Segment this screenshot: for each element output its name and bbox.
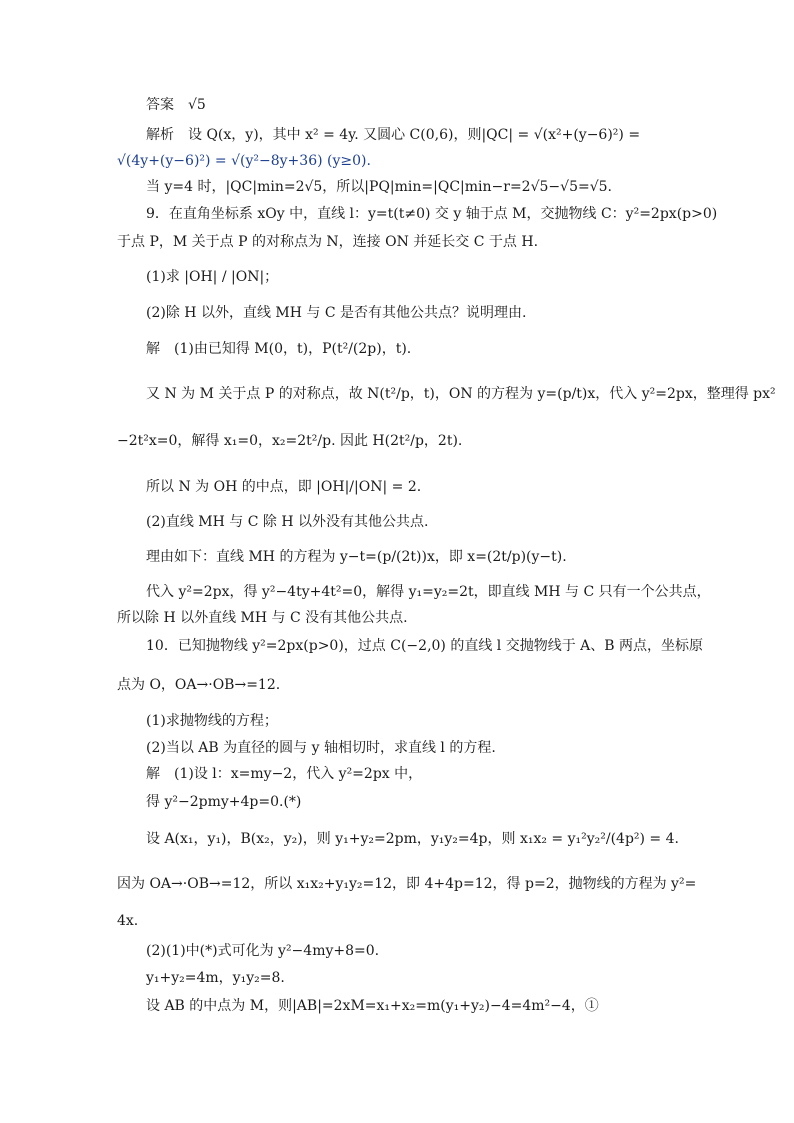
problem-10-solution-1: 解 (1)设 l：x=my−2，代入 y²=2px 中， xyxy=(146,766,423,782)
problem-9-solution-7: 代入 y²=2px，得 y²−4ty+4t²=0，解得 y₁=y₂=2t，即直线 MH 与 C 只有一个公共点， xyxy=(146,584,711,600)
problem-9-part-2: (2)除 H 以外，直线 MH 与 C 是否有其他公共点？说明理由. xyxy=(146,305,527,321)
problem-9-solution-2: 又 N 为 M 关于点 P 的对称点，故 N(t²/p，t)，ON 的方程为 y=(p/t)x，代入 y²=2px，整理得 px² xyxy=(146,386,776,402)
problem-9-solution-1: 解 (1)由已知得 M(0，t)，P(t²/(2p)，t). xyxy=(146,341,412,357)
problem-9-line-2: 于点 P，M 关于点 P 的对称点为 N，连接 ON 并延长交 C 于点 H. xyxy=(117,234,539,250)
problem-10-solution-4: 因为 OA→·OB→=12，所以 x₁x₂+y₁y₂=12，即 4+4p=12，得 p=2，抛物线的方程为 y²= xyxy=(117,876,697,892)
problem-9-part-1: (1)求 |OH| / |ON|； xyxy=(146,269,279,285)
analysis-line-2: √(4y+(y−6)²) = √(y²−8y+36) (y≥0). xyxy=(117,153,371,169)
problem-10-line-2: 点为 O，OA→·OB→=12. xyxy=(117,677,281,693)
problem-10-solution-3: 设 A(x₁，y₁)，B(x₂，y₂)，则 y₁+y₂=2pm，y₁y₂=4p，则 x₁x₂ = y₁²y₂²/(4p²) = 4. xyxy=(146,831,679,847)
problem-10-solution-5: 4x. xyxy=(117,913,139,929)
problem-9-solution-4: 所以 N 为 OH 的中点，即 |OH|/|ON| = 2. xyxy=(146,479,422,495)
problem-10-part-2: (2)当以 AB 为直径的圆与 y 轴相切时，求直线 l 的方程. xyxy=(146,740,496,756)
answer-line: 答案 √5 xyxy=(146,97,206,113)
problem-10-line-1: 10．已知抛物线 y²=2px(p>0)，过点 C(−2,0) 的直线 l 交抛物线于 A、B 两点，坐标原 xyxy=(146,638,704,654)
problem-9-solution-8: 所以除 H 以外直线 MH 与 C 没有其他公共点. xyxy=(117,610,408,626)
analysis-line-1: 解析 设 Q(x，y)，其中 x² = 4y. 又圆心 C(0,6)，则|QC| = √(x²+(y−6)²) = xyxy=(146,127,641,143)
problem-10-solution-2: 得 y²−2pmy+4p=0.(*) xyxy=(146,794,302,810)
problem-9-solution-6: 理由如下：直线 MH 的方程为 y−t=(p/(2t))x，即 x=(2t/p)(y−t). xyxy=(146,549,567,565)
problem-9-solution-3: −2t²x=0，解得 x₁=0，x₂=2t²/p. 因此 H(2t²/p，2t). xyxy=(117,433,463,449)
problem-10-solution-7: y₁+y₂=4m，y₁y₂=8. xyxy=(146,970,285,986)
problem-10-solution-6: (2)(1)中(*)式可化为 y²−4my+8=0. xyxy=(146,943,380,959)
problem-10-solution-8: 设 AB 的中点为 M，则|AB|=2xM=x₁+x₂=m(y₁+y₂)−4=4m²−4，① xyxy=(146,998,599,1014)
problem-9-solution-5: (2)直线 MH 与 C 除 H 以外没有其他公共点. xyxy=(146,514,429,530)
problem-10-part-1: (1)求抛物线的方程； xyxy=(146,713,278,729)
problem-9-line-1: 9．在直角坐标系 xOy 中，直线 l：y=t(t≠0) 交 y 轴于点 M，交抛物线 C：y²=2px(p>0) xyxy=(146,206,718,222)
analysis-line-3: 当 y=4 时，|QC|min=2√5，所以|PQ|min=|QC|min−r=2√5−√5=√5. xyxy=(146,179,612,195)
